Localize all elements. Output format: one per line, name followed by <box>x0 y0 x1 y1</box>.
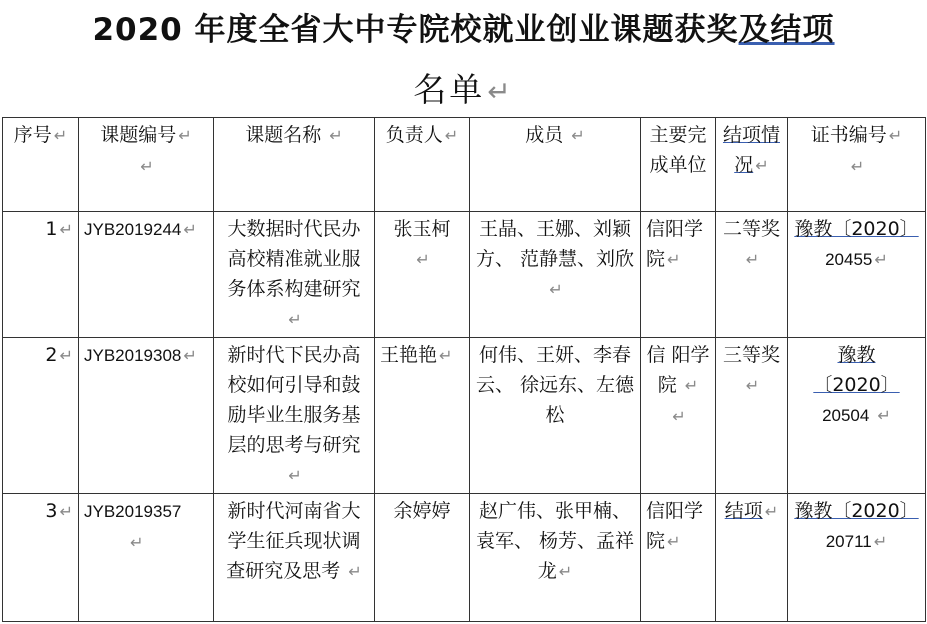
cell-name: 新时代河南省大学生征兵现状调查研究及思考 ↵ <box>214 494 375 622</box>
header-seq: 序号 ↵ <box>3 118 79 212</box>
cell-code: JYB2019357 ↵ <box>79 494 214 622</box>
header-code: 课题编号 ↵ ↵ <box>79 118 214 212</box>
cell-seq: 1 ↵ <box>3 212 79 338</box>
cell-members: 王晶、王娜、刘颖方、 范静慧、刘欣↵ <box>470 212 641 338</box>
cell-members: 何伟、王妍、李春云、 徐远东、左德松 <box>470 338 641 494</box>
cell-leader: 张玉柯 ↵ <box>375 212 470 338</box>
table-row <box>3 338 926 494</box>
header-leader: 负责人 ↵ <box>375 118 470 212</box>
header-cert: 证书编号 ↵ ↵ <box>788 118 926 212</box>
cell-name: 大数据时代民办高校精准就业服务体系构建研究 ↵ <box>214 212 375 338</box>
table-row <box>3 212 926 338</box>
table-header-row <box>3 118 926 212</box>
cell-cert: 豫教〔2020〕 20711 ↵ <box>788 494 926 622</box>
paragraph-mark-icon: ↵ <box>487 75 514 108</box>
cell-name: 新时代下民办高校如何引导和鼓励毕业生服务基层的思考与研究 ↵ <box>214 338 375 494</box>
cell-seq: 2 ↵ <box>3 338 79 494</box>
cell-members: 赵广伟、张甲楠、袁军、 杨芳、孟祥龙 ↵ <box>470 494 641 622</box>
cell-unit: 信阳学院 ↵ <box>641 494 716 622</box>
document-title <box>0 4 927 49</box>
cell-unit: 信 阳学院 ↵ ↵ <box>641 338 716 494</box>
title-prefix: 2020 年度全省大中专院校就业创业课题获奖 <box>92 12 739 48</box>
header-result: 结项情况 ↵ <box>716 118 788 212</box>
document-title-line2 <box>0 64 927 111</box>
cell-result: 结项 ↵ <box>716 494 788 622</box>
cell-code: JYB2019244 ↵ <box>79 212 214 338</box>
table-row <box>3 494 926 622</box>
cell-code: JYB2019308 ↵ <box>79 338 214 494</box>
cell-cert: 豫教 〔2020〕 20504 ↵ <box>788 338 926 494</box>
cell-result: 二等奖↵ <box>716 212 788 338</box>
title-underlined: 及结项 <box>738 12 835 48</box>
cell-unit: 信阳学院 ↵ <box>641 212 716 338</box>
cell-result: 三等奖↵ <box>716 338 788 494</box>
header-name: 课题名称 ↵ <box>214 118 375 212</box>
cell-cert: 豫教〔2020〕 20455 ↵ <box>788 212 926 338</box>
cell-leader: 王艳艳 ↵ <box>375 338 470 494</box>
title-line2-text: 名单 <box>413 70 486 109</box>
cell-seq: 3 ↵ <box>3 494 79 622</box>
cell-leader: 余婷婷 <box>375 494 470 622</box>
award-table <box>2 117 926 622</box>
header-members: 成员 ↵ <box>470 118 641 212</box>
header-unit: 主要完成单位 <box>641 118 716 212</box>
